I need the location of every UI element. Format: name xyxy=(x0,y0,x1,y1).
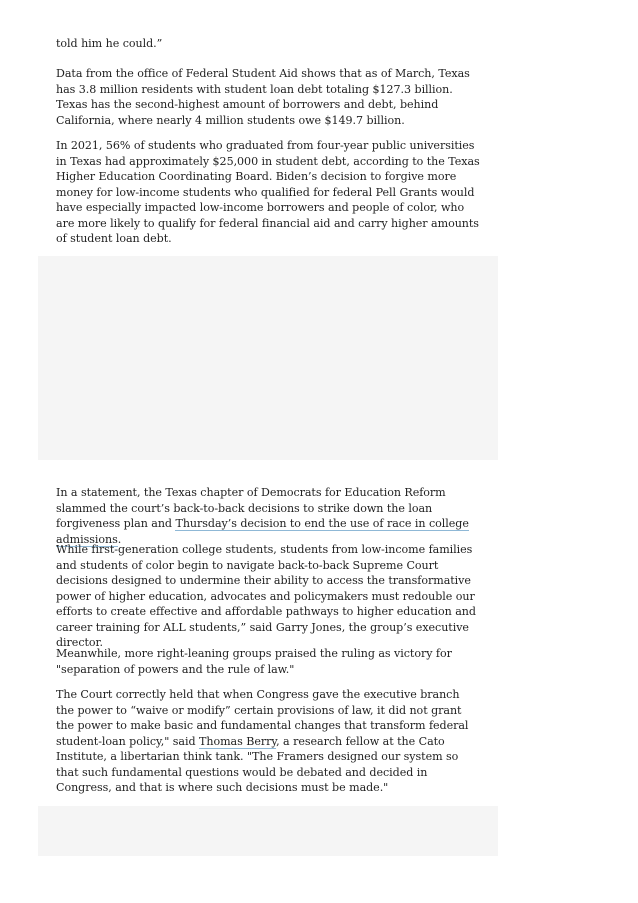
berry-quote-text: The Court correctly held that when Congress gave the executive branch the power to “waive or modify” certain provisions of law, it did not grant the power to make basic and fundamental changes that transform federal student-loan policy," said xyxy=(56,688,469,748)
admissions-decision-link[interactable]: Thursday’s decision to end the use of race in college admissions xyxy=(56,517,469,546)
paragraph-quote-end: told him he could.” xyxy=(56,37,163,50)
paragraph-democrats-statement xyxy=(56,485,478,547)
paragraph-thomas-berry-quote xyxy=(56,687,480,796)
paragraph-texas-graduates-debt: In 2021, 56% of students who graduated from four-year public universities in Texas had approximately $25,000 in student debt, according to the Texas Higher Education Coordinating Board. Biden’s decision to forgive more money for low-income students who qualified for federal Pell Grants would have especially impacted low-income borrowers and people of color, who are more likely to qualify for federal financial aid and carry higher amounts of student loan debt. xyxy=(56,139,480,245)
ad-placeholder-bottom xyxy=(38,806,498,856)
ad-placeholder-top xyxy=(38,256,498,460)
berry-quote-rest: , a research fellow at the Cato Institute, a libertarian think tank. "The Framers designed our system so that such fundamental questions would be debated and decided in Congress, and that is where such decisions must be made." xyxy=(56,734,459,794)
thomas-berry-link[interactable]: Thomas Berry xyxy=(199,734,277,748)
paragraph-right-leaning-groups: Meanwhile, more right-leaning groups praised the ruling as victory for "separation of powers and the rule of law." xyxy=(56,647,452,676)
statement-period: . xyxy=(117,532,122,546)
paragraph-garry-jones-quote: While first-generation college students, students from low-income families and students of color begin to navigate back-to-back Supreme Court decisions designed to undermine their ability to access the transformative power of higher education, advocates and policymakers must redouble our efforts to create effective and affordable pathways to higher education and career training for ALL students,” said Garry Jones, the group’s executive director. xyxy=(56,543,476,649)
paragraph-federal-student-aid: Data from the office of Federal Student Aid shows that as of March, Texas has 3.8 million residents with student loan debt totaling $127.3 billion. Texas has the second-highest amount of borrowers and debt, behind California, where nearly 4 million students owe $149.7 billion. xyxy=(56,67,470,127)
statement-text: In a statement, the Texas chapter of Democrats for Education Reform slammed the court’s back-to-back decisions to strike down the loan forgiveness plan and xyxy=(56,486,446,530)
